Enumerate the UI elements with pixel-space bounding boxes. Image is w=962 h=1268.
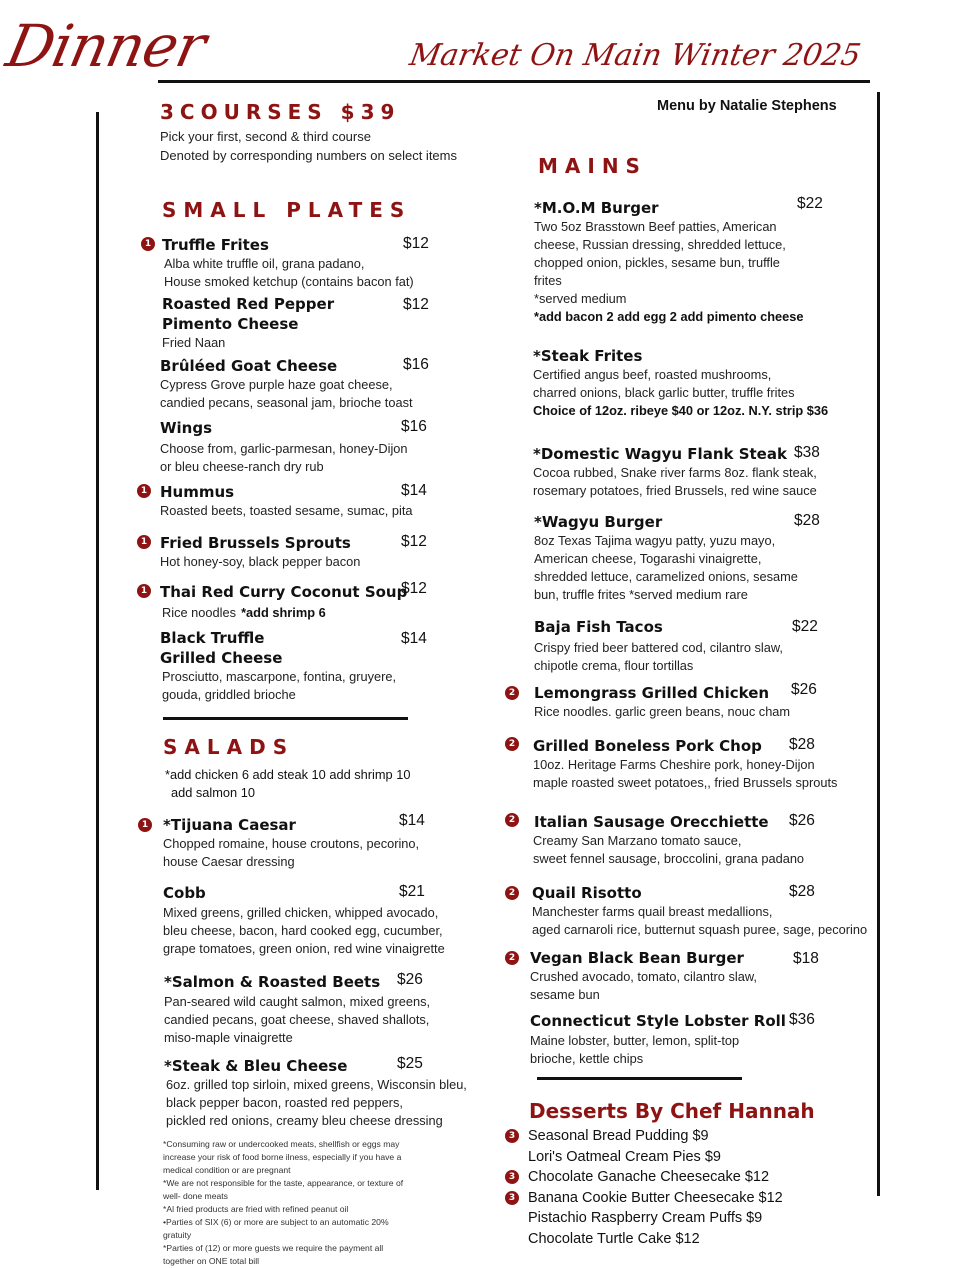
course-2-badge: 2 [505, 813, 519, 827]
prix-fixe-line-1: Pick your first, second & third course [160, 129, 371, 144]
item-description: Roasted beets, toasted sesame, sumac, pita [160, 503, 413, 518]
item-description: *served medium [534, 291, 627, 306]
item-description: Cocoa rubbed, Snake river farms 8oz. flank steak, [533, 465, 817, 480]
item-description: 10oz. Heritage Farms Cheshire pork, honey-Dijon [533, 757, 815, 772]
item-name: Cobb [163, 884, 206, 902]
item-description: chopped onion, pickles, sesame bun, truffle [534, 255, 780, 270]
mains-title: MAINS [538, 154, 647, 178]
disclaimer-line: well- done meats [163, 1191, 228, 1201]
item-description: Fried Naan [162, 335, 226, 350]
item-description: gouda, griddled brioche [162, 687, 296, 702]
item-price: $18 [793, 950, 819, 967]
item-price: $14 [401, 630, 427, 647]
item-description: cheese, Russian dressing, shredded lettuce, [534, 237, 786, 252]
menu-item-truffle-grilled-cheese [160, 628, 427, 704]
disclaimer-line: together on ONE total bill [163, 1256, 260, 1266]
item-description: candied pecans, seasonal jam, brioche toast [160, 395, 413, 410]
menu-item-salmon-beets [164, 972, 430, 1047]
item-description: Crispy fried beer battered cod, cilantro slaw, [534, 640, 783, 655]
item-price: $26 [397, 971, 423, 988]
item-name: Truffle Frites [162, 236, 269, 254]
item-name: Black Truffle [160, 629, 265, 647]
item-description: sesame bun [530, 987, 600, 1002]
item-price: $28 [789, 883, 815, 900]
prix-fixe-description [160, 127, 457, 165]
menu-item-lemongrass-chicken [508, 681, 817, 721]
menu-item-vegan-burger [508, 948, 819, 1004]
menu-item-quail-risotto [508, 883, 868, 939]
mains-divider [537, 1077, 742, 1080]
dessert-label: Chocolate Turtle Cake $12 [528, 1230, 700, 1247]
dessert-label: Banana Cookie Butter Cheesecake $12 [528, 1189, 783, 1206]
menu-item-tijuana-caesar [141, 812, 425, 871]
header-divider [158, 80, 870, 83]
item-price: $16 [401, 418, 427, 435]
item-description: candied pecans, goat cheese, shaved shallots, [164, 1012, 430, 1027]
item-price: $22 [797, 195, 823, 212]
item-price: $38 [794, 444, 820, 461]
item-description: Mixed greens, grilled chicken, whipped avocado, [163, 905, 439, 920]
dessert-item [528, 1229, 783, 1250]
dessert-item [508, 1188, 783, 1209]
item-name: *Steak Frites [533, 347, 643, 365]
disclaimer-line: increase your risk of food borne ilness, especially if you have a [163, 1152, 402, 1162]
menu-item-curry-soup [140, 580, 427, 622]
disclaimer-line: *Al fried products are fried with refined peanut oil [163, 1204, 349, 1214]
course-1-badge: 1 [137, 584, 151, 598]
item-name: Baja Fish Tacos [534, 618, 663, 636]
menu-item-wagyu-burger [534, 512, 820, 604]
item-name: Thai Red Curry Coconut Soup [160, 583, 408, 601]
item-description: Crushed avocado, tomato, cilantro slaw, [530, 969, 757, 984]
course-2-badge: 2 [505, 686, 519, 700]
disclaimer-line: •Parties of SIX (6) or more are subject to an automatic 20% [163, 1217, 389, 1227]
item-description: 6oz. grilled top sirloin, mixed greens, Wisconsin bleu, [166, 1077, 467, 1092]
item-description: Two 5oz Brasstown Beef patties, American [534, 219, 777, 234]
salad-addons-line: *add chicken 6 add steak 10 add shrimp 10 [165, 767, 411, 782]
menu-item-truffle-frites [144, 235, 429, 291]
disclaimer-line: gratuity [163, 1230, 192, 1240]
item-description: miso-maple vinaigrette [164, 1030, 293, 1045]
item-description: house Caesar dressing [163, 854, 295, 869]
item-price: $12 [403, 296, 429, 313]
item-description: Manchester farms quail breast medallions, [532, 904, 773, 919]
dessert-label: Chocolate Ganache Cheesecake $12 [528, 1169, 770, 1185]
course-3-badge: 3 [505, 1170, 519, 1184]
item-description: chipotle crema, flour tortillas [534, 658, 694, 673]
item-description: Alba white truffle oil, grana padano, [164, 256, 365, 271]
item-price: $25 [397, 1055, 423, 1072]
disclaimer-line: *Consuming raw or undercooked meats, shellfish or eggs may [163, 1139, 400, 1149]
prix-fixe-line-2: Denoted by corresponding numbers on select items [160, 148, 457, 163]
item-name: Grilled Cheese [160, 649, 283, 667]
item-price: $28 [789, 736, 815, 753]
prix-fixe-title: 3COURSES $39 [160, 100, 401, 124]
item-name: *M.O.M Burger [534, 199, 659, 217]
item-price: $14 [399, 812, 425, 829]
left-border-line [96, 112, 99, 1190]
item-name: Pimento Cheese [162, 315, 299, 333]
item-description: bun, truffle frites *served medium rare [534, 587, 748, 602]
item-name: *Tijuana Caesar [163, 816, 296, 834]
item-description: Cypress Grove purple haze goat cheese, [160, 377, 393, 392]
item-name: *Salmon & Roasted Beets [164, 973, 381, 991]
item-price: $36 [789, 1011, 815, 1028]
disclaimer-line: *Parties of (12) or more guests we require the payment all [163, 1243, 384, 1253]
right-border-line [877, 92, 880, 1196]
item-description: pickled red onions, creamy bleu cheese dressing [166, 1113, 443, 1128]
item-description: or bleu cheese-ranch dry rub [160, 459, 324, 474]
item-name: Italian Sausage Orecchiette [534, 813, 769, 831]
item-price: $12 [403, 235, 429, 252]
item-name: Roasted Red Pepper [162, 295, 335, 313]
menu-item-steak-bleu [164, 1056, 467, 1130]
salad-addons-note [165, 766, 410, 802]
menu-item-brussels-sprouts [140, 533, 427, 571]
item-price: $16 [403, 356, 429, 373]
item-description: Chopped romaine, house croutons, pecorino, [163, 836, 420, 851]
menu-item-mom-burger [534, 195, 823, 326]
item-description: shredded lettuce, caramelized onions, sesame [534, 569, 798, 584]
dessert-item [508, 1167, 783, 1188]
dessert-label: Pistachio Raspberry Cream Puffs $9 [528, 1210, 763, 1226]
item-addon-note: *add shrimp 6 [241, 605, 326, 620]
item-price: $21 [399, 883, 425, 900]
dessert-label: Lori's Oatmeal Cream Pies $9 [528, 1148, 721, 1165]
item-name: Vegan Black Bean Burger [530, 949, 744, 967]
item-description: Certified angus beef, roasted mushrooms, [533, 367, 772, 382]
disclaimers [163, 1138, 403, 1268]
disclaimer-line: *We are not responsible for the taste, appearance, or texture of [163, 1178, 404, 1188]
item-name: Grilled Boneless Pork Chop [533, 737, 762, 755]
dinner-title: Dinner [0, 12, 212, 80]
course-2-badge: 2 [505, 737, 519, 751]
item-price: $12 [401, 533, 427, 550]
item-description: sweet fennel sausage, broccolini, grana padano [533, 851, 805, 866]
menu-item-wings [160, 418, 427, 476]
small-plates-divider [163, 717, 408, 720]
item-name: Connecticut Style Lobster Roll [530, 1012, 786, 1030]
dessert-item [528, 1147, 783, 1168]
item-name: *Wagyu Burger [534, 513, 663, 531]
item-description: Prosciutto, mascarpone, fontina, gruyere, [162, 669, 397, 684]
item-description: 8oz Texas Tajima wagyu patty, yuzu mayo, [534, 533, 776, 548]
item-name: *Domestic Wagyu Flank Steak [533, 445, 787, 463]
item-price-options: Choice of 12oz. ribeye $40 or 12oz. N.Y. strip $36 [533, 403, 829, 418]
menu-item-hummus [140, 482, 427, 520]
course-2-badge: 2 [505, 886, 519, 900]
item-description: House smoked ketchup (contains bacon fat) [164, 274, 414, 289]
item-description: grape tomatoes, green onion, red wine vinaigrette [163, 941, 445, 956]
item-description: American cheese, Togarashi vinaigrette, [534, 551, 762, 566]
salads-title: SALADS [163, 735, 295, 759]
menu-item-cobb [163, 883, 445, 958]
item-description: charred onions, black garlic butter, truffle frites [533, 385, 795, 400]
disclaimer-line: medical condition or are pregnant [163, 1165, 291, 1175]
item-price: $28 [794, 512, 820, 529]
item-description: Choose from, garlic-parmesan, honey-Dijon [160, 441, 408, 456]
item-description: frites [534, 273, 562, 288]
item-description: aged carnaroli rice, butternut squash puree, sage, pecorino [532, 922, 868, 937]
item-name: *Steak & Bleu Cheese [164, 1057, 348, 1075]
menu-item-goat-cheese [160, 356, 429, 412]
course-1-badge: 1 [137, 484, 151, 498]
course-2-badge: 2 [505, 951, 519, 965]
course-1-badge: 1 [137, 535, 151, 549]
course-1-badge: 1 [141, 237, 155, 251]
small-plates-title: SMALL PLATES [162, 198, 412, 222]
menu-byline: Menu by Natalie Stephens [657, 98, 837, 114]
dessert-item [508, 1126, 783, 1147]
item-name: Fried Brussels Sprouts [160, 534, 351, 552]
item-price: $12 [401, 580, 427, 597]
item-description: Hot honey-soy, black pepper bacon [160, 554, 361, 569]
item-description: Rice noodles [162, 605, 236, 620]
item-description: rosemary potatoes, fried Brussels, red wine sauce [533, 483, 817, 498]
item-name: Brûléed Goat Cheese [160, 357, 338, 375]
item-price: $26 [791, 681, 817, 698]
menu-item-lobster-roll [530, 1011, 815, 1068]
desserts-title: Desserts By Chef Hannah [529, 1099, 815, 1123]
menu-item-steak-frites [533, 346, 828, 420]
menu-item-orecchiette [508, 812, 815, 868]
menu-item-wagyu-flank-steak [533, 444, 820, 500]
item-description: Pan-seared wild caught salmon, mixed greens, [164, 994, 431, 1009]
salad-addons-line: add salmon 10 [171, 785, 255, 800]
restaurant-season-title: Market On Main Winter 2025 [406, 38, 864, 73]
item-addon-note: *add bacon 2 add egg 2 add pimento cheese [534, 309, 804, 324]
item-description: Creamy San Marzano tomato sauce, [533, 833, 742, 848]
menu-item-pork-chop [508, 736, 838, 792]
item-description: bleu cheese, bacon, hard cooked egg, cucumber, [163, 923, 443, 938]
item-description: Rice noodles. garlic green beans, nouc cham [534, 704, 791, 719]
item-description: Maine lobster, butter, lemon, split-top [530, 1033, 740, 1048]
dessert-label: Seasonal Bread Pudding $9 [528, 1128, 709, 1144]
dessert-item [528, 1208, 783, 1229]
item-description: black pepper bacon, roasted red peppers, [166, 1095, 403, 1110]
item-description: brioche, kettle chips [530, 1051, 644, 1066]
course-1-badge: 1 [138, 818, 152, 832]
item-name: Wings [160, 419, 213, 437]
menu-item-fish-tacos [534, 617, 818, 675]
item-price: $26 [789, 812, 815, 829]
item-description: maple roasted sweet potatoes,, fried Brussels sprouts [533, 775, 838, 790]
menu-item-pimento-cheese [162, 294, 429, 352]
course-3-badge: 3 [505, 1191, 519, 1205]
item-name: Quail Risotto [532, 884, 642, 902]
item-name: Hummus [160, 483, 235, 501]
item-price: $14 [401, 482, 427, 499]
desserts-list [508, 1126, 783, 1249]
course-3-badge: 3 [505, 1129, 519, 1143]
item-price: $22 [792, 618, 818, 635]
item-name: Lemongrass Grilled Chicken [534, 684, 770, 702]
